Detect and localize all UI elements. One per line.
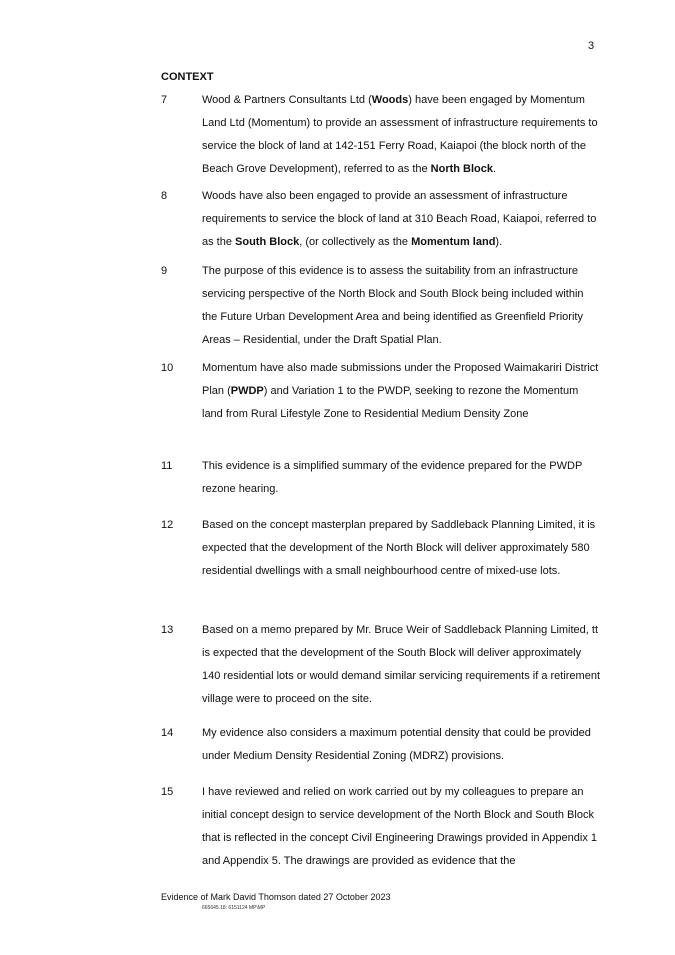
text-run: I have reviewed and relied on work carried out by my colleagues to prepare an initial concept design to service development of the North Block and South Block that is reflected in the concept Civil Engineering Drawings provided in Appendix 1 and Appendix 5. The drawings are provided as evidence that the	[202, 786, 598, 867]
paragraph-number: 14	[161, 727, 174, 739]
text-run: My evidence also considers a maximum potential density that could be provided under Medium Density Residential Zoning (MDRZ) provisions.	[202, 727, 591, 762]
paragraph-14	[161, 722, 601, 768]
section-heading: CONTEXT	[161, 71, 214, 83]
paragraph-9	[161, 260, 601, 352]
paragraph-number: 15	[161, 786, 174, 798]
paragraph-text	[202, 619, 601, 711]
paragraph-number: 8	[161, 190, 168, 202]
page-number: 3	[588, 40, 595, 52]
paragraph-text	[202, 722, 601, 768]
paragraph-text	[202, 260, 601, 352]
defined-term: Momentum land	[411, 236, 496, 248]
paragraph-8	[161, 185, 601, 254]
paragraph-text	[202, 89, 601, 181]
text-run: Based on the concept masterplan prepared by Saddleback Planning Limited, it is expected that the development of the North Block will deliver approximately 580 residential dwellings with a small neighbourhood centre of mixed-use lots.	[202, 519, 596, 577]
text-run: ) have been engaged by Momentum Land Ltd (Momentum) to provide an assessment of infrastructure requirements to service the block of land at 142-151 Ferry Road, Kaiapoi (the block north of the Beach Grove Development), referred to as the	[202, 94, 598, 175]
paragraph-10	[161, 357, 601, 426]
paragraph-13	[161, 619, 601, 711]
paragraph-text	[202, 514, 601, 583]
text-run: Wood & Partners Consultants Ltd (	[202, 94, 372, 106]
paragraph-11	[161, 455, 601, 501]
text-run: , (or collectively as the	[299, 236, 412, 248]
text-run: This evidence is a simplified summary of the evidence prepared for the PWDP rezone hearing.	[202, 460, 583, 495]
paragraph-number: 13	[161, 624, 174, 636]
defined-term: PWDP	[230, 385, 264, 397]
paragraph-12	[161, 514, 601, 583]
paragraph-number: 10	[161, 362, 174, 374]
footer-reference: 665645.18: 6151124 MP\MP	[202, 905, 266, 911]
paragraph-number: 12	[161, 519, 174, 531]
defined-term: Woods	[371, 94, 409, 106]
text-run: ).	[495, 236, 503, 248]
paragraph-15	[161, 781, 601, 873]
text-run: Woods have also been engaged to provide an assessment of infrastructure requirements to service the block of land at 310 Beach Road, Kaiapoi, referred to as the	[202, 190, 597, 248]
text-run: .	[493, 163, 497, 175]
paragraph-7	[161, 89, 601, 181]
defined-term: South Block	[235, 236, 300, 248]
footer-text: Evidence of Mark David Thomson dated 27 October 2023	[161, 892, 391, 902]
paragraph-number: 7	[161, 94, 168, 106]
text-run: The purpose of this evidence is to assess the suitability from an infrastructure servicing perspective of the North Block and South Block being included within the Future Urban Development Area and being identified as Greenfield Priority Areas – Residential, under the Draft Spatial Plan.	[202, 265, 584, 346]
paragraph-text	[202, 185, 601, 254]
text-run: ) and Variation 1 to the PWDP, seeking to rezone the Momentum land from Rural Lifestyle Zone to Residential Medium Density Zone	[202, 385, 579, 420]
paragraph-text	[202, 781, 601, 873]
defined-term: North Block	[430, 163, 494, 175]
text-run: Based on a memo prepared by Mr. Bruce Weir of Saddleback Planning Limited, tt is expected that the development of the South Block will deliver approximately 140 residential lots or would demand similar servicing requirements if a retirement village were to proceed on the site.	[202, 624, 601, 705]
paragraph-text	[202, 455, 601, 501]
paragraph-number: 11	[161, 460, 173, 472]
paragraph-number: 9	[161, 265, 168, 277]
text-run: Momentum have also made submissions under the Proposed Waimakariri District Plan (	[202, 362, 599, 397]
paragraph-text	[202, 357, 601, 426]
